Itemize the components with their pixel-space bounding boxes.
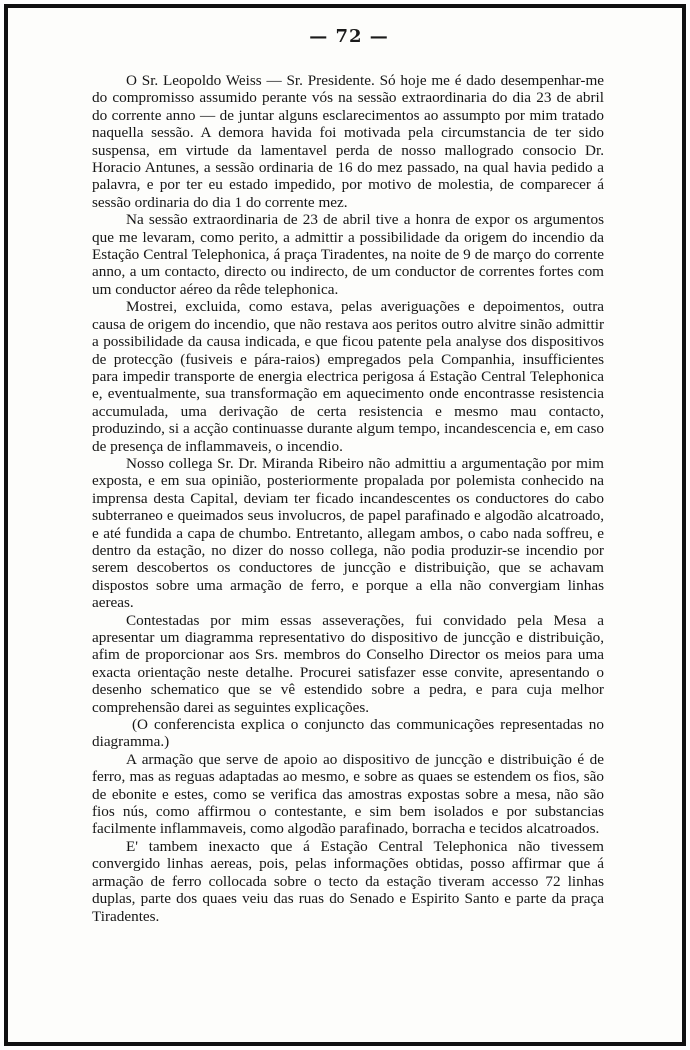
paragraph-5: Contestadas por mim essas asseverações, fui convidado pela Mesa a apresentar um diagramma representativo do dispositivo de juncção e distribuição, afim de proporcionar aos Srs. membros do Conselho Director os meios para uma exacta orientação neste detalhe. Procurei satisfazer esse convite, apresentando o desenho schematico que se vê estendido sobre a pedra, e para cuja melhor comprehensão darei as seguintes explicações. [92, 611, 604, 716]
body-text [92, 72, 604, 925]
page-frame [4, 4, 686, 1046]
paragraph-1: O Sr. Leopoldo Weiss — Sr. Presidente. Só hoje me é dado desempenhar-me do compromisso assumido perante vós na sessão extraordinaria do dia 23 de abril do corrente anno — de juntar alguns esclarecimentos ao assumpto por mim tratado naquella sessão. A demora havida foi motivada pela circumstancia de ter sido suspensa, em virtude da lamentavel perda de nosso mallogrado consocio Dr. Horacio Antunes, a sessão ordinaria de 16 do mez passado, na qual havia pedido a palavra, e por ter eu estado impedido, por motivo de molestia, de comparecer á sessão ordinaria do dia 1 do corrente mez. [92, 72, 604, 211]
paragraph-2: Na sessão extraordinaria de 23 de abril tive a honra de expor os argumentos que me levaram, como perito, a admittir a possibilidade da origem do incendio da Estação Central Telephonica, á praça Tiradentes, na noite de 9 de março do corrente anno, a um contacto, directo ou indirecto, de um conductor de correntes fortes com um conductor aéreo da rêde telephonica. [92, 211, 604, 298]
paragraph-3: Mostrei, excluida, como estava, pelas averiguações e depoimentos, outra causa de origem do incendio, que não restava aos peritos outro alvitre sinão admittir a possibilidade da causa indicada, e que ficou patente pela analyse dos dispositivos de protecção (fusiveis e pára-raios) empregados pela Companhia, insufficientes para impedir transporte de energia electrica perigosa á Estação Central Telephonica e, eventualmente, sua transformação em aquecimento onde encontrasse resistencia accumulada, uma derivação de certa resistencia e mesmo mau contacto, produzindo, si a acção continuasse durante algum tempo, incandescencia e, em caso de presença de inflammaveis, o incendio. [92, 298, 604, 455]
paragraph-4: Nosso collega Sr. Dr. Miranda Ribeiro não admittiu a argumentação por mim exposta, e em sua opinião, posteriormente propalada por polemista conhecido na imprensa desta Capital, deviam ter ficado incandescentes os conductores do cabo subterraneo e queimados seus involucros, de papel parafinado e algodão alcatroado, e até fundida a capa de chumbo. Entretanto, allegam ambos, o cabo nada soffreu, e dentro da estação, no dizer do nosso collega, não podia produzir-se incendio por serem descobertos os conductores de juncção e distribuição, que se achavam dispostos sobre uma armação de ferro, e porque a ella não convergiam linhas aereas. [92, 454, 604, 612]
page-number: — 72 — [309, 26, 389, 47]
paragraph-7: A armação que serve de apoio ao dispositivo de juncção e distribuição é de ferro, mas as reguas adaptadas ao mesmo, e sobre as quaes se estendem os fios, são de ebonite e estes, como se verifica das amostras expostas sobre a mesa, não são fios nús, como affirmou o contestante, e sim bem isolados e por substancias facilmente inflammaveis, como algodão parafinado, borracha e tecidos alcatroados. [92, 750, 604, 838]
paragraph-8: E' tambem inexacto que á Estação Central Telephonica não tivessem convergido linhas aereas, pois, pelas informações obtidas, posso affirmar que á armação de ferro collocada sobre o tecto da estação tiveram accesso 72 linhas duplas, parte dos quaes veiu das ruas do Senado e Espirito Santo e parte da praça Tiradentes. [92, 837, 604, 925]
paragraph-6: (O conferencista explica o conjuncto das communicações representadas no diagramma.) [92, 716, 604, 751]
